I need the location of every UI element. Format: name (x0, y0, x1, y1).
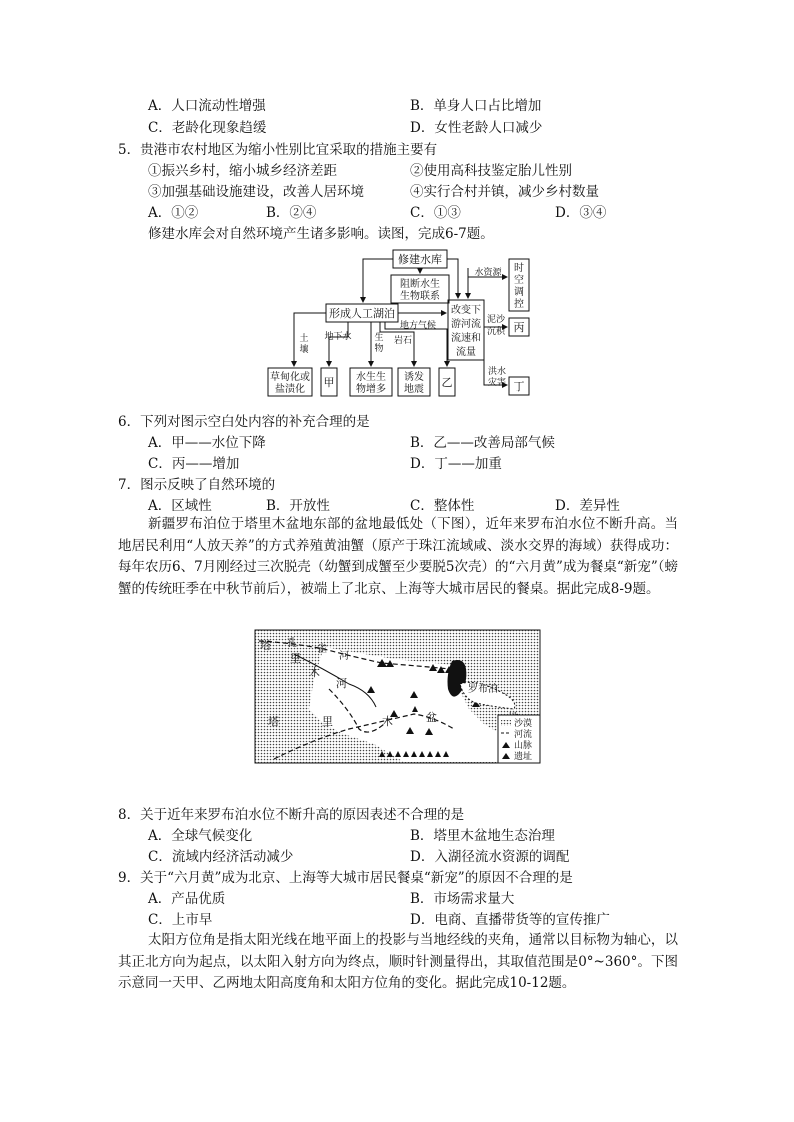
box-change-line3: 流速和 (451, 333, 481, 344)
map-label-kong: 孔 (287, 638, 297, 649)
q7-option-b: B．开放性 (266, 498, 330, 514)
map-label-ta: 塔 (260, 639, 271, 652)
q9-option-a: A．产品优质 (148, 891, 226, 907)
q5-statement-2: ②使用高科技鉴定胎儿性别 (410, 163, 572, 179)
q5-option-d: D．③④ (555, 205, 607, 221)
box-yi: 乙 (441, 376, 453, 389)
legend-desert: 沙漠 (514, 719, 533, 729)
box-block-line2: 生物联系 (400, 291, 440, 302)
box-time-2: 空 (514, 275, 524, 286)
box-quake-2: 地震 (404, 384, 424, 395)
q8-option-a: A．全球气候变化 (148, 828, 253, 844)
q4-option-a: A．人口流动性增强 (148, 98, 266, 114)
q4-option-c: C．老龄化现象趋缓 (148, 120, 267, 136)
box-time-4: 控 (514, 299, 524, 310)
q8-option-d: D．入湖径流水资源的调配 (410, 849, 570, 865)
label-sediment-1: 泥沙 (486, 315, 506, 325)
q6-option-a: A．甲——水位下降 (148, 435, 266, 451)
label-bio-1: 生 (374, 333, 384, 343)
label-flood-1: 洪水 (487, 367, 507, 377)
box-bing: 丙 (513, 321, 525, 334)
map-label-basin-ta: 塔 (268, 715, 279, 728)
q6-option-c: C．丙——增加 (148, 456, 240, 472)
label-water-resource: 水资源 (474, 268, 502, 278)
label-bio-2: 物 (374, 344, 384, 354)
q6-option-b: B．乙——改善局部气候 (410, 435, 555, 451)
q9-option-b: B．市场需求量大 (410, 891, 515, 907)
q7-stem: 7．图示反映了自然环境的 (118, 477, 276, 493)
q9-option-c: C．上市早 (148, 912, 213, 928)
map-label-kongque-he: 河 (339, 651, 349, 662)
legend-mountain: 山脉 (514, 741, 533, 751)
box-time-1: 时 (514, 263, 524, 274)
box-jia: 甲 (323, 376, 335, 389)
box-change-line2: 游河流 (451, 319, 481, 330)
q7-option-a: A．区域性 (148, 498, 212, 514)
map-label-mu: 木 (309, 666, 320, 679)
box-change-line4: 流量 (456, 347, 476, 358)
q8-option-b: B．塔里木盆地生态治理 (410, 828, 555, 844)
map-label-basin-mu: 木 (382, 715, 393, 728)
q8-option-c: C．流域内经济活动减少 (148, 849, 294, 865)
q5-statement-4: ④实行合村并镇，减少乡村数量 (410, 184, 599, 200)
map-label-li: 里 (290, 652, 301, 665)
q8-stem: 8．关于近年来罗布泊水位不断升高的原因表述不合理的是 (118, 807, 465, 823)
box-artificial-lake: 形成人工湖泊 (329, 307, 395, 320)
label-flood-2: 灾害 (487, 378, 507, 388)
intro-6-7: 修建水库会对自然环境产生诸多影响。读图，完成6-7题。 (148, 226, 494, 242)
box-ding: 丁 (513, 380, 525, 393)
map-label-lop-nur: 罗布泊 (468, 684, 498, 695)
q9-option-d: D．电商、直播带货等的宣传推广 (410, 912, 610, 928)
q5-option-a: A．①② (148, 205, 199, 221)
box-salin-1: 草甸化或 (270, 372, 310, 383)
q5-statement-3: ③加强基础设施建设，改善人居环境 (148, 184, 364, 200)
box-change-line1: 改变下 (451, 305, 481, 316)
q4-option-d: D．女性老龄人口减少 (410, 120, 543, 136)
q6-stem: 6．下列对图示空白处内容的补充合理的是 (118, 414, 370, 430)
label-soil-2: 壤 (299, 345, 309, 355)
label-local-climate: 地方气候 (399, 321, 437, 331)
q7-option-d: D．差异性 (555, 498, 620, 514)
map-label-he: 河 (336, 677, 347, 690)
box-quake-1: 诱发 (404, 372, 424, 383)
map-label-basin-pen: 盆 (426, 711, 437, 724)
label-rock: 岩石 (393, 336, 413, 346)
q9-stem: 9．关于“六月黄”成为北京、上海等大城市居民餐桌“新宠”的原因不合理的是 (118, 870, 573, 886)
q4-option-b: B．单身人口占比增加 (410, 98, 542, 114)
box-salin-2: 盐渍化 (275, 384, 305, 395)
box-build-reservoir: 修建水库 (398, 253, 442, 266)
legend-ruins: 遗址 (514, 752, 533, 762)
q5-option-b: B．②④ (266, 205, 317, 221)
box-aquatic-2: 物增多 (356, 384, 386, 395)
q5-option-c: C．①③ (410, 205, 461, 221)
box-block-line1: 阻断水生 (400, 279, 440, 290)
lop-nur-map (254, 629, 542, 765)
intro-8-9: 新疆罗布泊位于塔里木盆地东部的盆地最低处（下图），近年来罗布泊水位不断升高。当地居民利用“人放天养”的方式养殖黄油蟹（原产于珠江流域咸、淡水交界的海域）获得成功：每年农历6、7月刚经过三次脱壳（幼蟹到成蟹至少要脱5次壳）的“六月黄”成为餐桌“新宠”（螃蟹的传统旺季在中秋节前后），被端上了北京、上海等大城市居民的餐桌。据此完成8-9题。 (118, 516, 678, 597)
q5-statement-1: ①振兴乡村，缩小城乡经济差距 (148, 163, 337, 179)
box-time-3: 调 (514, 287, 524, 298)
legend-river: 河流 (514, 730, 533, 740)
label-groundwater: 地下水 (324, 332, 352, 342)
q7-option-c: C．整体性 (410, 498, 475, 514)
box-aquatic-1: 水生生 (356, 372, 386, 383)
q6-option-d: D．丁——加重 (410, 456, 502, 472)
map-label-que: 雀 (317, 644, 327, 655)
label-sediment-2: 沉积 (486, 327, 506, 337)
label-soil-1: 土 (299, 334, 309, 344)
intro-10-12: 太阳方位角是指太阳光线在地平面上的投影与当地经线的夹角，通常以目标物为轴心，以其正北方向为起点，以太阳入射方向为终点，顺时针测量得出，其取值范围是0°~360°。下图示意同一天甲、乙两地太阳高度角和太阳方位角的变化。据此完成10-12题。 (118, 932, 678, 991)
q5-stem: 5．贵港市农村地区为缩小性别比宜采取的措施主要有 (118, 142, 438, 158)
reservoir-impact-diagram (260, 247, 540, 402)
map-label-basin-li: 里 (322, 715, 333, 728)
